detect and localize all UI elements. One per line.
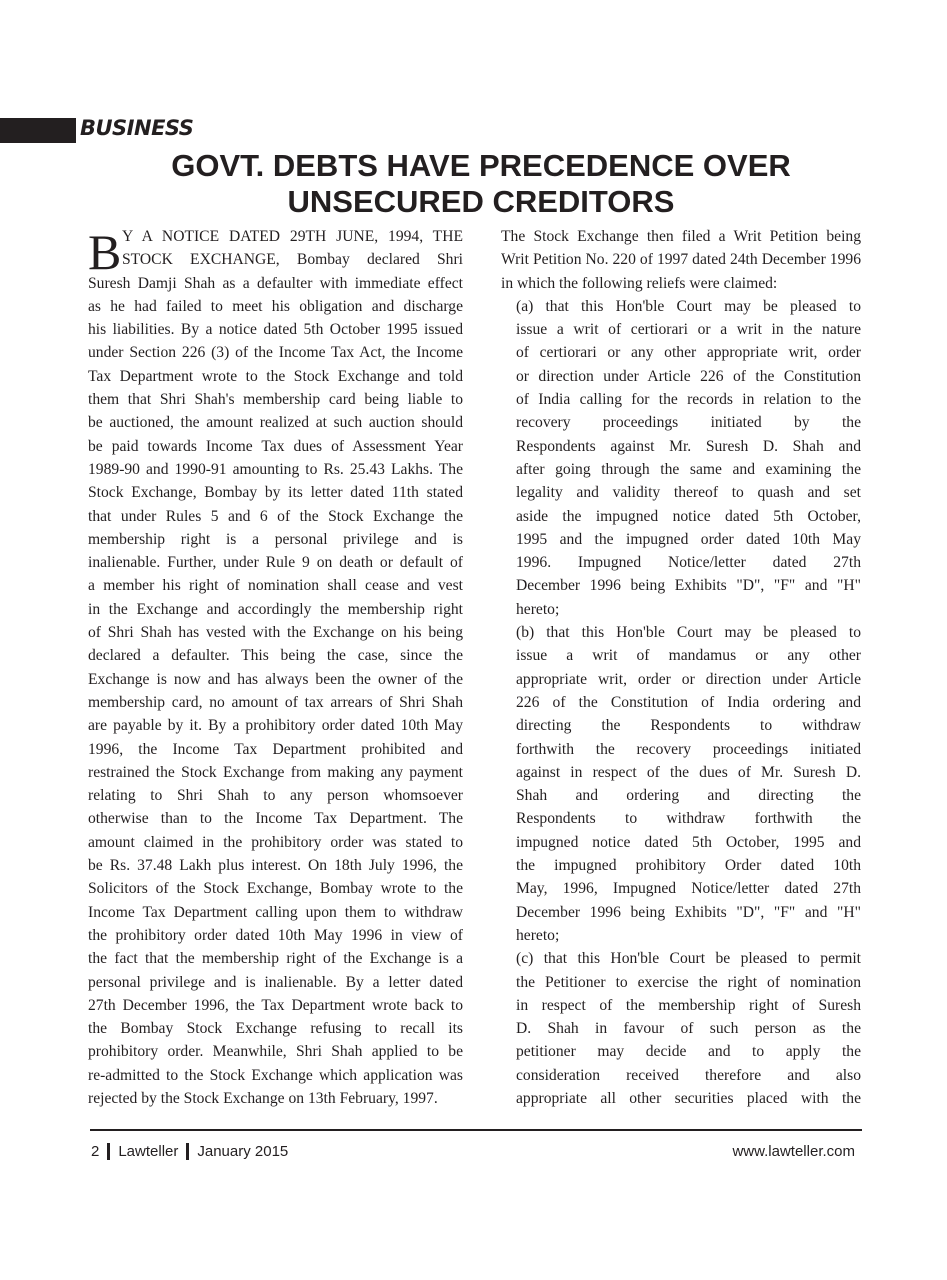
text-line: or direction under Article 226 of the Constitution <box>516 367 861 385</box>
text-line: the impugned prohibitory Order dated 10th <box>516 857 861 875</box>
text-line: in the Exchange and accordingly the membership right <box>88 600 463 618</box>
footer-rule <box>90 1129 862 1131</box>
text-line: Shah and ordering and directing the <box>516 787 861 805</box>
text-line: of India calling for the records in relation to the <box>516 391 861 409</box>
left-column <box>88 225 463 1110</box>
text-line: forthwith the recovery proceedings initiated <box>516 740 861 758</box>
text-line: be Rs. 37.48 Lakh plus interest. On 18th July 1996, the <box>88 857 463 875</box>
title-line-1: GOVT. DEBTS HAVE PRECEDENCE OVER <box>171 148 791 183</box>
text-line: are payable by it. By a prohibitory order dated 10th May <box>88 717 463 735</box>
text-line: under Section 226 (3) of the Income Tax Act, the Income <box>88 344 463 362</box>
text-line: aside the impugned notice dated 5th October, <box>516 507 861 525</box>
text-line: D. Shah in favour of such person as the <box>516 1020 861 1038</box>
text-line: declared a defaulter. This being the case, since the <box>88 647 463 665</box>
text-line: issue a writ of mandamus or any other <box>516 647 861 665</box>
text-line: consideration received therefore and also <box>516 1066 861 1084</box>
text-line: (a) that this Hon'ble Court may be pleased to <box>516 297 861 315</box>
article-title <box>120 148 842 219</box>
text-line: be paid towards Income Tax dues of Assessment Year <box>88 437 463 455</box>
text-line: in respect of the membership right of Suresh <box>516 996 861 1014</box>
text-line: in which the following reliefs were claimed: <box>501 274 778 292</box>
footer-separator <box>107 1143 110 1160</box>
text-line: December 1996 being Exhibits "D", "F" and "H" <box>516 577 861 595</box>
publication-name: Lawteller <box>118 1143 179 1160</box>
text-line: be auctioned, the amount realized at such auction should <box>88 414 463 432</box>
text-line: prohibitory order. Meanwhile, Shri Shah applied to be <box>88 1043 463 1061</box>
footer-left <box>91 1143 288 1160</box>
text-line: Tax Department wrote to the Stock Exchange and told <box>88 367 463 385</box>
text-line: Respondents against Mr. Suresh D. Shah and <box>516 437 861 455</box>
text-line: May, 1996, Impugned Notice/letter dated 27th <box>516 880 861 898</box>
text-line: the Petitioner to exercise the right of nomination <box>516 973 861 991</box>
title-line-2: UNSECURED CREDITORS <box>287 183 675 219</box>
text-line: Stock Exchange, Bombay by its letter dated 11th stated <box>88 484 463 502</box>
text-line: them that Shri Shah's membership card being liable to <box>88 391 463 409</box>
paragraph <box>501 225 861 295</box>
text-line: the Bombay Stock Exchange refusing to recall its <box>88 1020 463 1038</box>
text-line: Solicitors of the Stock Exchange, Bombay wrote to the <box>88 880 463 898</box>
footer-separator <box>186 1143 189 1160</box>
paragraph <box>501 947 861 1110</box>
paragraph <box>88 225 463 1110</box>
website-link[interactable]: www.lawteller.com <box>732 1143 855 1160</box>
text-line: Suresh Damji Shah as a defaulter with immediate effect <box>88 274 463 292</box>
text-line: relating to Shri Shah to any person whomsoever <box>88 787 463 805</box>
text-line: STOCK EXCHANGE, Bombay declared Shri <box>122 251 463 269</box>
text-line: (b) that this Hon'ble Court may be pleased to <box>516 624 861 642</box>
drop-cap: B <box>88 224 122 280</box>
text-line: issue a writ of certiorari or a writ in the nature <box>516 321 861 339</box>
text-line: of Shri Shah has vested with the Exchange on his being <box>88 624 463 642</box>
text-line: his liabilities. By a notice dated 5th October 1995 issued <box>88 321 463 339</box>
text-line: personal privilege and is inalienable. By a letter dated <box>88 973 463 991</box>
text-line: as he had failed to meet his obligation and discharge <box>88 297 463 315</box>
text-line: membership card, no amount of tax arrears of Shri Shah <box>88 693 463 711</box>
text-line: the fact that the membership right of the Exchange is a <box>88 950 463 968</box>
text-line: amount claimed in the prohibitory order was stated to <box>88 833 463 851</box>
text-line: Income Tax Department calling upon them to withdraw <box>88 903 463 921</box>
section-marker-bar <box>0 118 76 143</box>
text-line: December 1996 being Exhibits "D", "F" and "H" <box>516 903 861 921</box>
text-line: appropriate writ, order or direction under Article <box>516 670 861 688</box>
text-line: directing the Respondents to withdraw <box>516 717 861 735</box>
text-line: petitioner may decide and to apply the <box>516 1043 861 1061</box>
text-line: 1996. Impugned Notice/letter dated 27th <box>516 554 861 572</box>
text-line: 1989-90 and 1990-91 amounting to Rs. 25.43 Lakhs. The <box>88 460 463 478</box>
text-line: Writ Petition No. 220 of 1997 dated 24th December 1996 <box>501 251 861 269</box>
text-line: hereto; <box>516 926 560 944</box>
text-line: impugned notice dated 5th October, 1995 and <box>516 833 861 851</box>
text-line: otherwise than to the Income Tax Department. The <box>88 810 463 828</box>
paragraph <box>501 621 861 947</box>
issue-date: January 2015 <box>197 1143 289 1160</box>
text-line: hereto; <box>516 600 560 618</box>
text-line: membership right is a personal privilege and is <box>88 530 463 548</box>
text-line: The Stock Exchange then filed a Writ Petition being <box>501 228 861 245</box>
page-number: 2 <box>91 1143 100 1160</box>
text-line: 1996, the Income Tax Department prohibited and <box>88 740 463 758</box>
text-line: rejected by the Stock Exchange on 13th February, 1997. <box>88 1089 438 1107</box>
text-line: recovery proceedings initiated by the <box>516 414 861 432</box>
right-column <box>501 225 861 1110</box>
text-line: 226 of the Constitution of India ordering and <box>516 693 861 711</box>
text-line: a member his right of nomination shall cease and vest <box>88 577 463 595</box>
text-line: Respondents to withdraw forthwith the <box>516 810 861 828</box>
section-label: BUSINESS <box>80 116 194 140</box>
text-line: legality and validity thereof to quash and set <box>516 484 861 502</box>
text-line: appropriate all other securities placed with the <box>516 1089 861 1107</box>
paragraph <box>501 295 861 621</box>
text-line: re-admitted to the Stock Exchange which application was <box>88 1066 463 1084</box>
text-line: after going through the same and examining the <box>516 460 861 478</box>
text-line: Exchange is now and has always been the owner of the <box>88 670 463 688</box>
text-line: inalienable. Further, under Rule 9 on death or default of <box>88 554 463 572</box>
text-line: that under Rules 5 and 6 of the Stock Exchange the <box>88 507 463 525</box>
text-line: Y A NOTICE DATED 29TH JUNE, 1994, THE <box>122 228 463 245</box>
text-line: the prohibitory order dated 10th May 1996 in view of <box>88 926 463 944</box>
text-line: against in respect of the dues of Mr. Suresh D. <box>516 763 861 781</box>
text-line: (c) that this Hon'ble Court be pleased to permit <box>516 950 861 968</box>
text-line: restrained the Stock Exchange from making any payment <box>88 763 463 781</box>
text-line: 1995 and the impugned order dated 10th May <box>516 530 861 548</box>
text-line: 27th December 1996, the Tax Department wrote back to <box>88 996 463 1014</box>
text-line: of certiorari or any other appropriate writ, order <box>516 344 861 362</box>
